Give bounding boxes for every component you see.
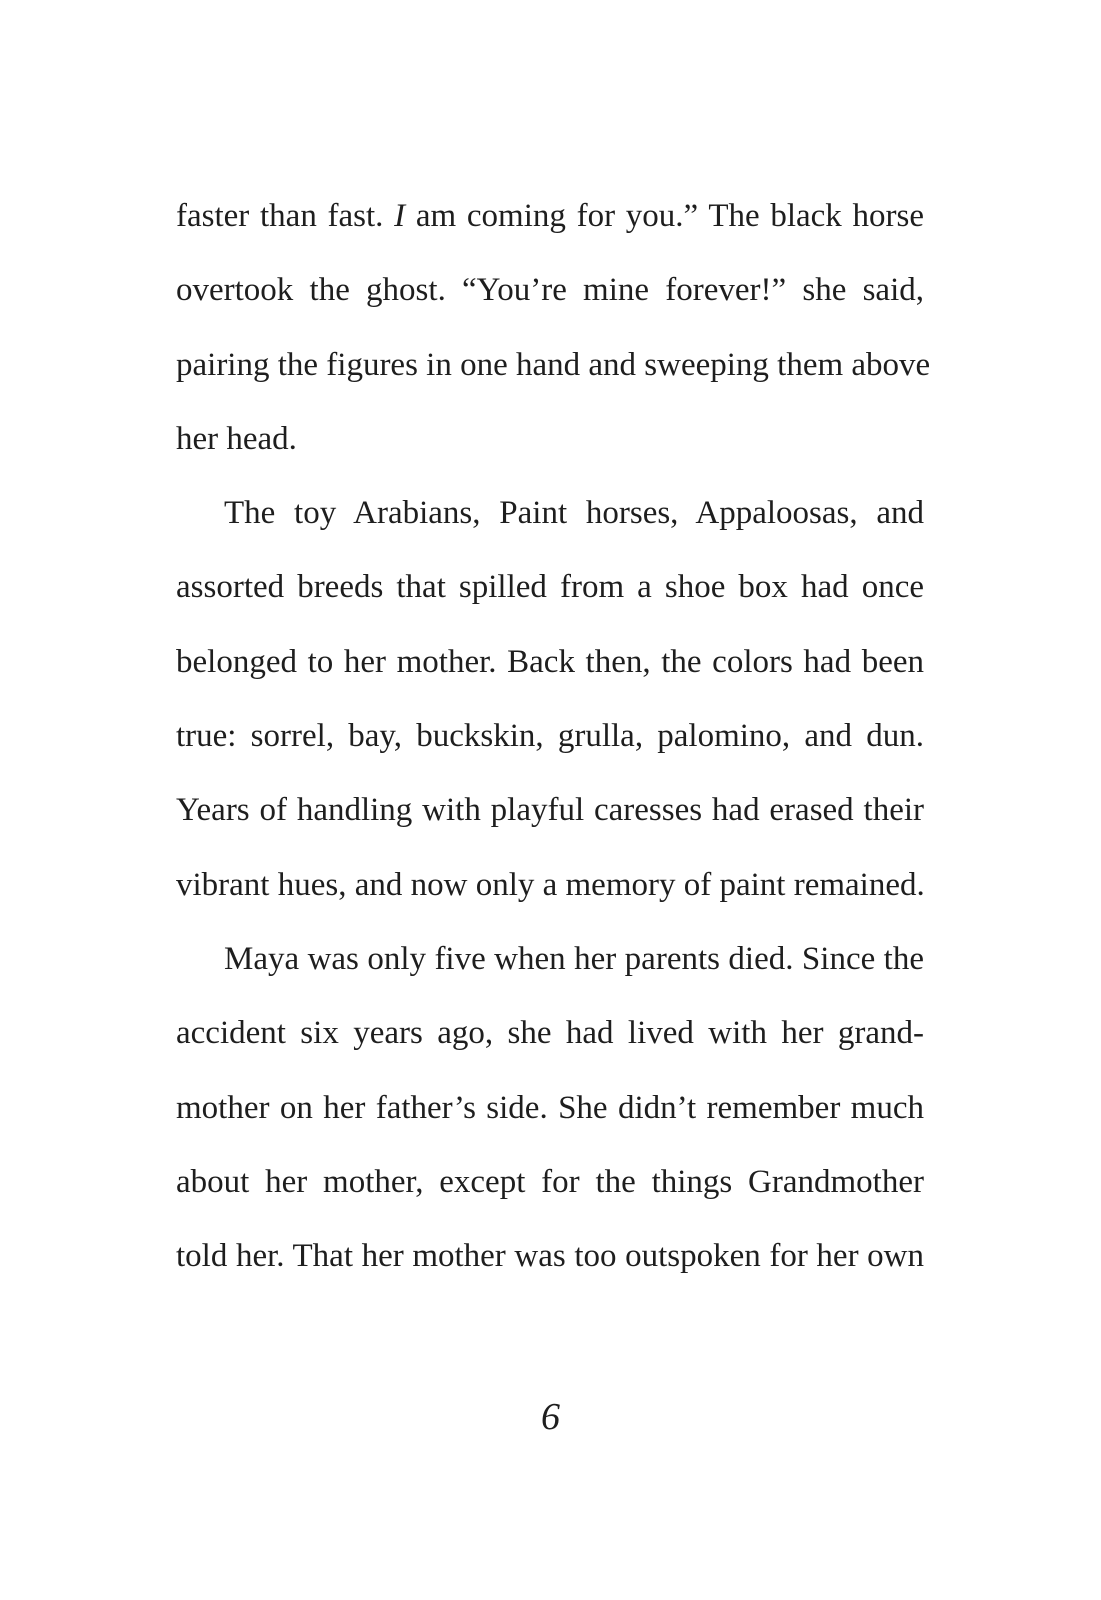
text-segment: am coming for you.” The black horse xyxy=(405,198,925,234)
text-line: her head. xyxy=(176,420,297,457)
text-line: vibrant hues, and now only a memory of paint remained. xyxy=(176,866,925,903)
text-line: overtook the ghost. “You’re mine forever!” she said, xyxy=(176,272,924,309)
text-segment: faster than fast. xyxy=(176,198,395,234)
text-line: true: sorrel, bay, buckskin, grulla, palomino, and dun. xyxy=(176,718,924,755)
paragraph-first-line: The toy Arabians, Paint horses, Appaloosas, and xyxy=(224,495,924,532)
paragraph-first-line: Maya was only five when her parents died. Since the xyxy=(224,940,924,977)
text-line: belonged to her mother. Back then, the colors had been xyxy=(176,643,924,680)
text-line: about her mother, except for the things Grandmother xyxy=(176,1163,924,1200)
italic-segment: I xyxy=(394,198,406,234)
text-line: Years of handling with playful caresses had erased their xyxy=(176,792,924,829)
text-line: mother on her father’s side. She didn’t remember much xyxy=(176,1089,924,1126)
text-line: pairing the figures in one hand and sweeping them above xyxy=(176,346,931,383)
text-line xyxy=(176,191,924,265)
text-line: told her. That her mother was too outspoken for her own xyxy=(176,1238,924,1275)
body-text xyxy=(176,191,931,1305)
text-line: accident six years ago, she had lived with her grand- xyxy=(176,1015,924,1052)
page-number: 6 xyxy=(541,1396,560,1438)
text-line: assorted breeds that spilled from a shoe box had once xyxy=(176,569,924,606)
